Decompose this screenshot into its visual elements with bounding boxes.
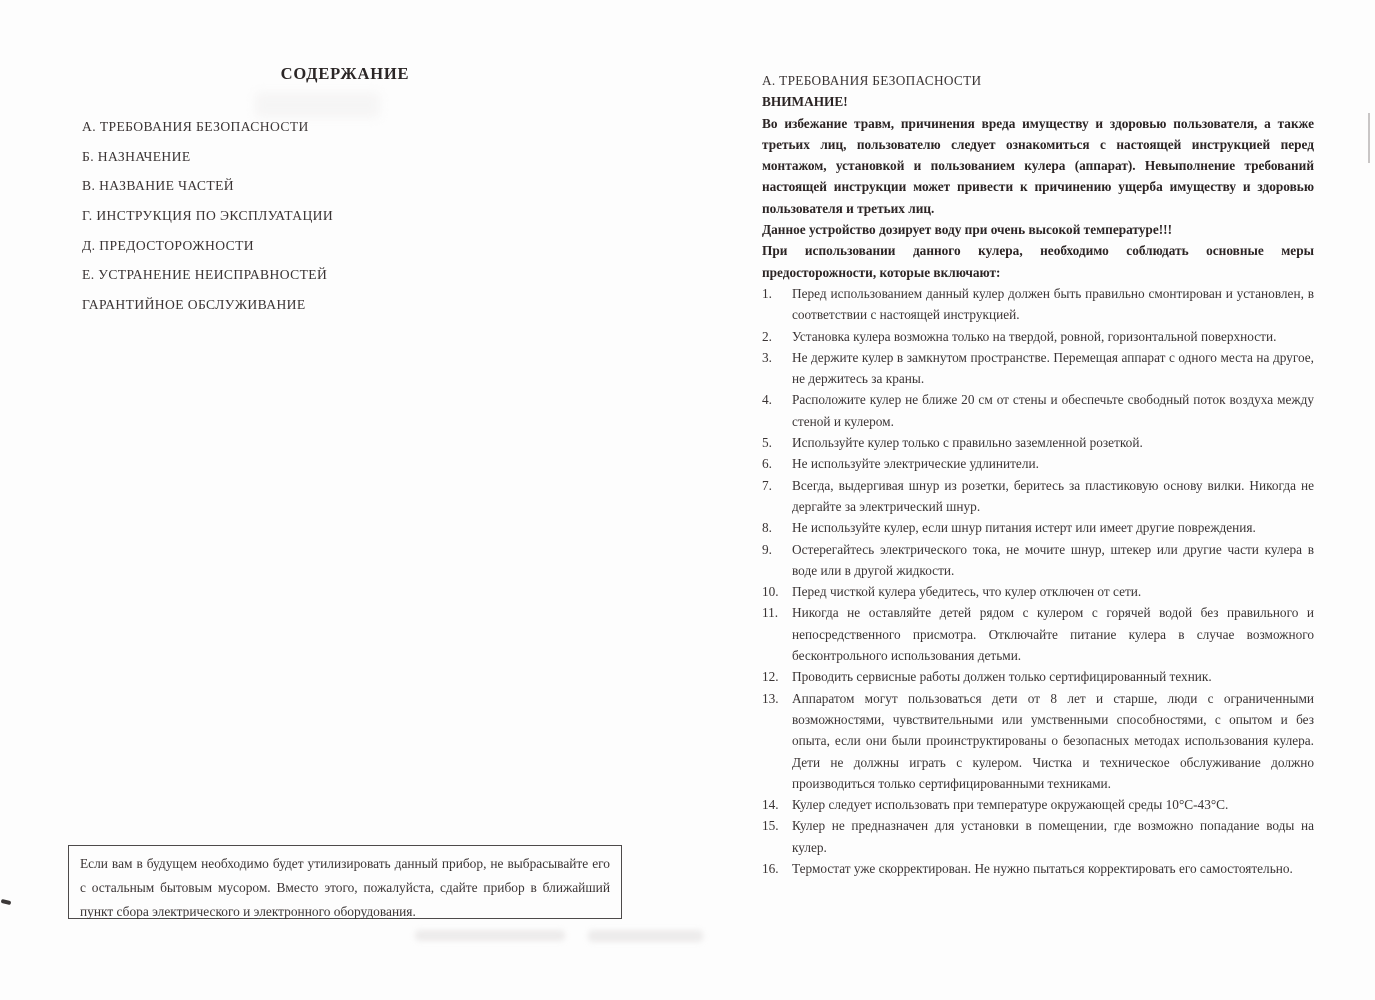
item-number: 14. — [762, 797, 779, 813]
ink-speck — [1, 899, 12, 905]
item-text: Не используйте электрические удлинители. — [792, 456, 1039, 472]
item-number: 16. — [762, 860, 779, 876]
scan-edge-artifact — [1368, 113, 1370, 163]
showthrough-smudge — [255, 92, 380, 118]
toc-item-precautions: Д. ПРЕДОСТОРОЖНОСТИ — [82, 237, 254, 253]
safety-page — [762, 70, 1314, 879]
toc-item-parts: В. НАЗВАНИЕ ЧАСТЕЙ — [82, 178, 234, 194]
item-text: Остерегайтесь электрического тока, не мочите шнур, штекер или другие части кулера в воде или в другой жидкости. — [792, 541, 1314, 578]
safety-item — [762, 475, 1314, 518]
item-text: Аппаратом могут пользоваться дети от 8 лет и старше, люди с ограниченными возможностями, чувствительными или умственными способностями, с опытом и без опыта, если они были проинструктированы о безопасных методах использования кулера. Дети не должны играть с кулером. Чистка и техническое обслуживание должно производиться только сертифицированными техниками. — [792, 690, 1314, 791]
item-text: Используйте кулер только с правильно заземленной розеткой. — [792, 435, 1143, 451]
toc-item-purpose: Б. НАЗНАЧЕНИЕ — [82, 148, 191, 164]
item-number: 1. — [762, 285, 772, 301]
safety-item — [762, 539, 1314, 582]
safety-item — [762, 688, 1314, 794]
item-number: 15. — [762, 818, 779, 834]
safety-item — [762, 389, 1314, 432]
attention-heading: ВНИМАНИЕ! — [762, 94, 848, 110]
item-text: Термостат уже скорректирован. Не нужно пытаться корректировать его самостоятельно. — [792, 860, 1293, 876]
safety-item — [762, 666, 1314, 687]
item-text: Расположите кулер не ближе 20 см от стены и обеспечьте свободный поток воздуха между стеной и кулером. — [792, 392, 1314, 429]
item-text: Всегда, выдергивая шнур из розетки, беритесь за пластиковую основу вилки. Никогда не дергайте за электрический шнур. — [792, 477, 1314, 514]
item-text: Кулер не предназначен для установки в помещении, где возможно попадание воды на кулер. — [792, 818, 1314, 855]
item-number: 5. — [762, 435, 772, 451]
item-text: Установка кулера возможна только на твердой, ровной, горизонтальной поверхности. — [792, 328, 1277, 344]
item-number: 6. — [762, 456, 772, 472]
item-number: 8. — [762, 520, 772, 536]
showthrough-smudge — [588, 930, 703, 942]
item-number: 2. — [762, 328, 772, 344]
safety-item — [762, 517, 1314, 538]
section-title: А. ТРЕБОВАНИЯ БЕЗОПАСНОСТИ — [762, 73, 982, 88]
item-number: 3. — [762, 349, 772, 365]
contents-title: СОДЕРЖАНИЕ — [280, 64, 410, 83]
safety-item — [762, 432, 1314, 453]
toc-item-warranty: ГАРАНТИЙНОЕ ОБСЛУЖИВАНИЕ — [82, 297, 306, 313]
safety-item — [762, 794, 1314, 815]
toc-item-operation: Г. ИНСТРУКЦИЯ ПО ЭКСПЛУАТАЦИИ — [82, 208, 334, 224]
showthrough-smudge — [415, 930, 565, 941]
item-number: 7. — [762, 477, 772, 493]
disposal-note-text: Если вам в будущем необходимо будет утилизировать данный прибор, не выбрасывайте его с остальным бытовым мусором. Вместо этого, пожалуйста, сдайте прибор в ближайший пункт сбора электрического и электронного оборудования. — [80, 856, 610, 919]
item-text: Перед использованием данный кулер должен быть правильно смонтирован и установлен, в соответствии с настоящей инструкцией. — [792, 285, 1314, 323]
item-number: 4. — [762, 392, 772, 408]
table-of-contents — [82, 112, 608, 320]
item-text: Кулер следует использовать при температуре окружающей среды 10°C-43°C. — [792, 797, 1229, 813]
precautions-intro: При использовании данного кулера, необходимо соблюдать основные меры предосторожности, которые включают: — [762, 243, 1314, 280]
toc-item-safety: А. ТРЕБОВАНИЯ БЕЗОПАСНОСТИ — [82, 119, 309, 134]
toc-item-troubleshooting: Е. УСТРАНЕНИЕ НЕИСПРАВНОСТЕЙ — [82, 267, 328, 283]
item-text: Перед чисткой кулера убедитесь, что кулер отключен от сети. — [792, 584, 1142, 600]
safety-item — [762, 602, 1314, 666]
safety-item — [762, 453, 1314, 474]
hot-water-warning: Данное устройство дозирует воду при очень высокой температуре!!! — [762, 222, 1173, 238]
safety-item — [762, 815, 1314, 858]
item-text: Проводить сервисные работы должен только сертифицированный техник. — [792, 669, 1212, 685]
item-text: Не используйте кулер, если шнур питания истерт или имеет другие повреждения. — [792, 520, 1256, 536]
item-number: 13. — [762, 690, 779, 706]
safety-items-list — [762, 283, 1314, 879]
attention-paragraph: Во избежание травм, причинения вреда имуществу и здоровью пользователя, а также третьих лиц, пользователю следует ознакомиться с настоящей инструкцией перед монтажом, установкой и пользованием кулера (аппарат). Невыполнение требований настоящей инструкции может привести к причинению ущерба имуществу и здоровью пользователя и третьих лиц. — [762, 115, 1314, 216]
item-text: Не держите кулер в замкнутом пространстве. Перемещая аппарат с одного места на другое, не держитесь за краны. — [792, 349, 1314, 387]
safety-item — [762, 347, 1314, 390]
item-number: 10. — [762, 584, 779, 600]
item-text: Никогда не оставляйте детей рядом с кулером с горячей водой без правильного и непосредственного присмотра. Отключайте питание кулера в случае возможного бесконтрольного использования детьми. — [792, 605, 1314, 664]
safety-item — [762, 581, 1314, 602]
item-number: 11. — [762, 605, 779, 621]
item-number: 12. — [762, 669, 779, 685]
disposal-note-box — [68, 845, 622, 919]
safety-item — [762, 858, 1314, 879]
safety-item — [762, 326, 1314, 347]
safety-item — [762, 283, 1314, 326]
item-number: 9. — [762, 541, 772, 557]
